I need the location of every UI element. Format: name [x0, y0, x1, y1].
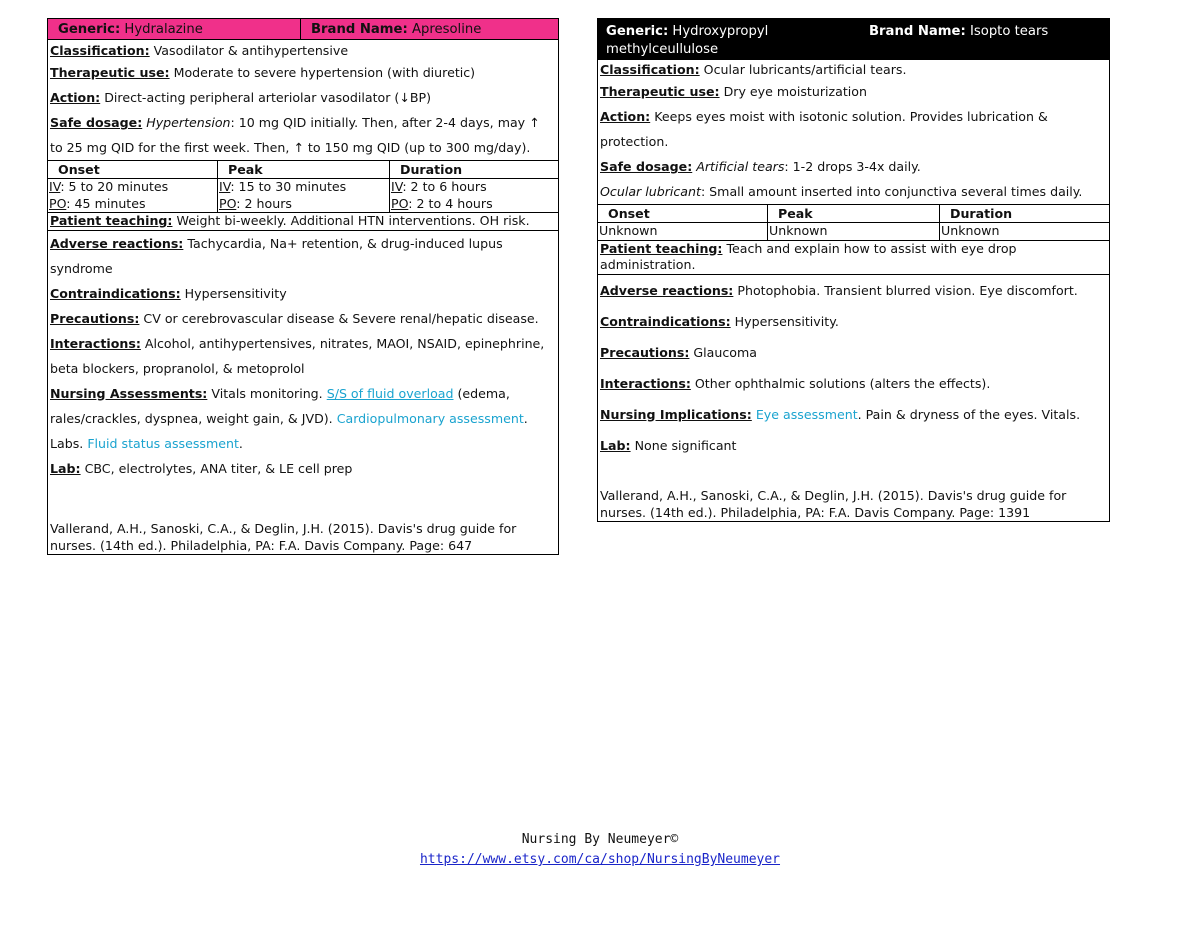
- dosage-value: : 1-2 drops 3-4x daily.: [784, 159, 921, 174]
- onset-value: : 45 minutes: [66, 195, 146, 211]
- lab-value: CBC, electrolytes, ANA titer, & LE cell prep: [84, 460, 353, 476]
- duration-value: : 2 to 6 hours: [402, 179, 487, 194]
- interactions-value: Alcohol, antihypertensives, nitrates, MAOI, NSAID, epinephrine, beta blockers, propranolol, & metoprolol: [50, 335, 545, 376]
- generic-name-cell: [598, 23, 859, 59]
- assess-text: . Labs.: [50, 410, 528, 451]
- precautions-row: [48, 306, 558, 331]
- assess-text: .: [238, 435, 243, 451]
- interactions-value: Other ophthalmic solutions (alters the effects).: [694, 375, 991, 391]
- adverse-value: Photophobia. Transient blurred vision. Eye discomfort.: [737, 282, 1078, 298]
- patient-teaching-row: [48, 212, 558, 231]
- therapeutic-use-row: [598, 79, 1109, 104]
- therapeutic-value: Dry eye moisturization: [723, 84, 867, 99]
- duration-value: Unknown: [940, 223, 1110, 240]
- interactions-row: [48, 331, 558, 381]
- drug-card-hydralazine: [47, 18, 559, 555]
- etsy-shop-link[interactable]: https://www.etsy.com/ca/shop/NursingByNeumeyer: [419, 852, 781, 867]
- precautions-label: Precautions:: [600, 344, 690, 360]
- contra-value: Hypersensitivity: [184, 285, 287, 301]
- action-value: Direct-acting peripheral arteriolar vasodilator (↓BP): [104, 90, 432, 105]
- route-label: PO: [49, 195, 67, 211]
- peak-header: Peak: [768, 205, 940, 223]
- duration-value: : 2 to 4 hours: [408, 195, 493, 211]
- contraindications-row: [48, 281, 558, 306]
- route-label: IV: [391, 179, 403, 194]
- implications-label: Nursing Implications:: [600, 406, 752, 422]
- reference-citation: Vallerand, A.H., Sanoski, C.A., & Deglin, J.H. (2015). Davis's drug guide for nurses. (14th ed.). Philadelphia, PA: F.A. Davis Company. Page: 647: [50, 521, 517, 553]
- generic-name-cell: [48, 19, 301, 39]
- assess-text: Vitals monitoring.: [211, 385, 323, 401]
- onset-value: : 5 to 20 minutes: [60, 179, 169, 194]
- route-label: IV: [49, 179, 61, 194]
- generic-label: Generic:: [58, 21, 121, 37]
- dosage-indication: Ocular lubricant: [600, 184, 701, 199]
- lab-label: Lab:: [600, 437, 631, 453]
- patient-teaching-row: [598, 240, 1109, 275]
- classification-row: [598, 60, 1109, 79]
- brand-name-cell: [301, 22, 558, 37]
- nursing-assessments-row: [48, 381, 558, 456]
- adverse-reactions-row: [598, 275, 1109, 306]
- contra-label: Contraindications:: [50, 285, 181, 301]
- assess-text: (edema, rales/crackles, dyspnea, weight gain, & JVD).: [50, 385, 510, 426]
- duration-header: Duration: [940, 205, 1110, 223]
- interactions-label: Interactions:: [600, 375, 691, 391]
- brand-value: Apresoline: [411, 21, 482, 37]
- precautions-value: CV or cerebrovascular disease & Severe renal/hepatic disease.: [143, 310, 539, 326]
- peak-value: : 2 hours: [236, 195, 292, 211]
- dosage-value: : 10 mg QID initially. Then, after 2-4 days, may ↑ to 25 mg QID for the first week. Then, ↑ to 150 mg QID (up to 300 mg/day).: [50, 115, 540, 155]
- assess-label: Nursing Assessments:: [50, 385, 208, 401]
- drug-card-hydroxypropyl: [597, 18, 1110, 522]
- dosage-indication: Artificial tears: [696, 159, 785, 174]
- brand-label: Brand Name:: [869, 24, 966, 39]
- route-label: IV: [219, 179, 231, 194]
- precautions-value: Glaucoma: [693, 344, 757, 360]
- generic-value: Hydralazine: [124, 21, 203, 37]
- peak-value: : 15 to 30 minutes: [230, 179, 347, 194]
- implications-value: . Pain & dryness of the eyes. Vitals.: [857, 406, 1081, 422]
- teaching-label: Patient teaching:: [50, 213, 173, 228]
- interactions-row: [598, 368, 1109, 399]
- brand-label: Brand Name:: [311, 21, 408, 37]
- safe-dosage-row: [598, 154, 1109, 204]
- brand-value: Isopto tears: [969, 24, 1049, 39]
- teaching-value: Weight bi-weekly. Additional HTN interventions. OH risk.: [176, 213, 530, 228]
- nursing-implications-row: [598, 399, 1109, 430]
- teaching-label: Patient teaching:: [600, 240, 723, 256]
- timing-row: [48, 179, 558, 213]
- onset-value: Unknown: [599, 223, 658, 238]
- classification-value: Ocular lubricants/artificial tears.: [703, 62, 907, 77]
- adverse-value: Tachycardia, Na+ retention, & drug-induced lupus syndrome: [50, 235, 503, 276]
- adverse-reactions-row: [48, 231, 558, 281]
- teaching-value: Teach and explain how to assist with eye drop administration.: [600, 240, 1017, 272]
- generic-value: Hydroxypropyl methylceullulose: [606, 24, 769, 57]
- reference-citation: Vallerand, A.H., Sanoski, C.A., & Deglin, J.H. (2015). Davis's drug guide for nurses. (14th ed.). Philadelphia, PA: F.A. Davis Company. Page: 1391: [600, 488, 1067, 520]
- adverse-label: Adverse reactions:: [50, 235, 184, 251]
- eye-assessment-link[interactable]: Eye assessment: [755, 406, 858, 422]
- action-value: Keeps eyes moist with isotonic solution. Provides lubrication & protection.: [600, 109, 1048, 149]
- lab-label: Lab:: [50, 460, 81, 476]
- contra-value: Hypersensitivity.: [734, 313, 839, 329]
- precautions-label: Precautions:: [50, 310, 140, 326]
- peak-header: Peak: [218, 161, 390, 179]
- therapeutic-value: Moderate to severe hypertension (with diuretic): [173, 65, 476, 80]
- generic-label: Generic:: [606, 24, 669, 39]
- timing-row: [598, 223, 1109, 240]
- lab-row: [48, 456, 558, 481]
- adverse-label: Adverse reactions:: [600, 282, 734, 298]
- timing-table: [48, 160, 558, 212]
- interactions-label: Interactions:: [50, 335, 141, 351]
- contra-label: Contraindications:: [600, 313, 731, 329]
- peak-value: Unknown: [768, 223, 940, 240]
- lab-value: None significant: [634, 437, 737, 453]
- dosage-label: Safe dosage:: [600, 159, 693, 174]
- classification-label: Classification:: [600, 62, 700, 77]
- therapeutic-use-row: [48, 60, 558, 85]
- onset-header: Onset: [48, 161, 218, 179]
- timing-table: [598, 204, 1109, 240]
- card-header: [598, 19, 1109, 60]
- action-label: Action:: [600, 109, 651, 124]
- route-label: PO: [219, 195, 237, 211]
- classification-row: [48, 40, 558, 60]
- duration-header: Duration: [390, 161, 559, 179]
- dosage-label: Safe dosage:: [50, 115, 143, 130]
- footer: [0, 830, 1200, 870]
- therapeutic-label: Therapeutic use:: [600, 84, 720, 99]
- classification-label: Classification:: [50, 43, 150, 58]
- therapeutic-label: Therapeutic use:: [50, 65, 170, 80]
- fluid-status-link[interactable]: Fluid status assessment: [87, 435, 239, 451]
- classification-value: Vasodilator & antihypertensive: [153, 43, 349, 58]
- action-label: Action:: [50, 90, 101, 105]
- precautions-row: [598, 337, 1109, 368]
- onset-header: Onset: [598, 205, 768, 223]
- fluid-overload-link[interactable]: S/S of fluid overload: [326, 385, 454, 401]
- action-row: [598, 104, 1109, 154]
- route-label: PO: [391, 195, 409, 211]
- action-row: [48, 85, 558, 110]
- brand-name-cell: [859, 23, 1109, 41]
- lab-row: [598, 430, 1109, 461]
- dosage-value: : Small amount inserted into conjunctiva several times daily.: [700, 184, 1083, 199]
- cardiopulmonary-link[interactable]: Cardiopulmonary assessment: [336, 410, 524, 426]
- dosage-indication: Hypertension: [146, 115, 231, 130]
- safe-dosage-row: [48, 110, 558, 160]
- footer-credit: Nursing By Neumeyer©: [521, 832, 679, 847]
- card-header: [48, 19, 558, 40]
- contraindications-row: [598, 306, 1109, 337]
